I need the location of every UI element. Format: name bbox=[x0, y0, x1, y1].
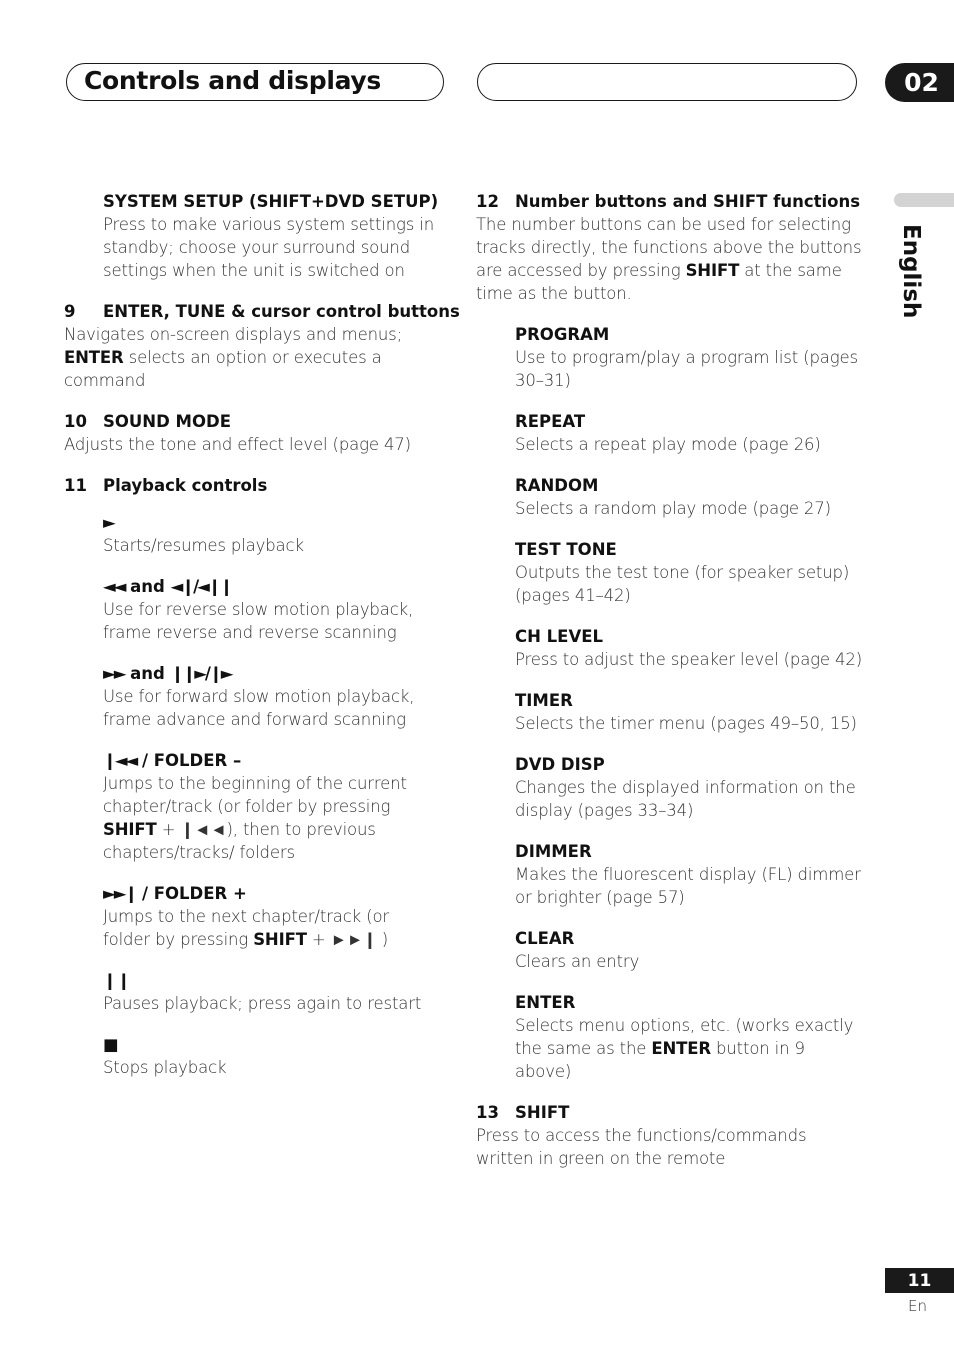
shift-item-enter bbox=[476, 991, 866, 1083]
shift-item-title: ENTER bbox=[515, 993, 576, 1012]
sound-mode-section bbox=[64, 410, 439, 456]
play-icon: ► bbox=[103, 513, 116, 532]
shift-item-title: REPEAT bbox=[515, 412, 586, 431]
shift-item-desc bbox=[515, 1014, 866, 1083]
shift-item-test-tone bbox=[476, 538, 866, 607]
desc-bold: SHIFT bbox=[685, 261, 740, 280]
number-buttons-heading bbox=[476, 190, 866, 213]
prev-control bbox=[64, 749, 439, 864]
desc-text: at the same time as the button. bbox=[476, 261, 842, 303]
reverse-desc: Use for reverse slow motion playback, frame reverse and reverse scanning bbox=[103, 600, 414, 642]
shift-item-title: DVD DISP bbox=[515, 755, 605, 774]
desc-text: Navigates on-screen displays and menus; bbox=[64, 325, 403, 344]
desc-bold: ENTER bbox=[64, 348, 124, 367]
right-column bbox=[476, 190, 866, 1188]
section-number: 11 bbox=[64, 476, 87, 495]
playback-title: Playback controls bbox=[103, 476, 268, 495]
and-text: and bbox=[124, 664, 171, 683]
desc-bold: ENTER bbox=[651, 1039, 711, 1058]
desc-text: Jumps to the next chapter/track (or folder by pressing bbox=[103, 907, 390, 949]
shift-item-dvd-disp bbox=[476, 753, 866, 822]
shift-item-title: CH LEVEL bbox=[515, 627, 604, 646]
shift-item-desc: Selects a random play mode (page 27) bbox=[515, 499, 831, 518]
next-label: / FOLDER + bbox=[136, 884, 247, 903]
number-buttons-desc bbox=[476, 213, 866, 305]
reverse-control bbox=[64, 575, 439, 644]
prev-heading bbox=[103, 749, 439, 772]
desc-text: button in 9 above) bbox=[515, 1039, 805, 1081]
language-label: English bbox=[898, 224, 924, 319]
enter-tune-heading bbox=[64, 300, 460, 323]
section-number: 9 bbox=[64, 302, 76, 321]
next-desc bbox=[103, 905, 439, 951]
system-setup-desc: Press to make various system settings in standby; choose your surround sound settings when the unit is switched on bbox=[103, 215, 435, 280]
sound-mode-title: SOUND MODE bbox=[103, 412, 231, 431]
desc-text: The number buttons can be used for selecting tracks directly, the functions above the buttons are accessed by pressing bbox=[476, 215, 862, 280]
shift-item-title: DIMMER bbox=[515, 842, 592, 861]
desc-text: + ►►❙ ) bbox=[306, 930, 389, 949]
rewind-icon: ◄◄ bbox=[103, 577, 125, 596]
step-forward-icon: ❙❙►/❙► bbox=[170, 664, 232, 683]
shift-item-desc: Selects the timer menu (pages 49–50, 15) bbox=[515, 714, 857, 733]
shift-item-desc: Changes the displayed information on the display (pages 33–34) bbox=[515, 778, 856, 820]
number-buttons-section bbox=[476, 190, 866, 305]
shift-section bbox=[476, 1101, 866, 1170]
shift-item-title: PROGRAM bbox=[515, 325, 610, 344]
shift-item-title: CLEAR bbox=[515, 929, 575, 948]
next-control bbox=[64, 882, 439, 951]
shift-item-desc: Makes the fluorescent display (FL) dimmer or brighter (page 57) bbox=[515, 865, 861, 907]
system-setup-title: SYSTEM SETUP (SHIFT+DVD SETUP) bbox=[103, 192, 439, 211]
shift-title: SHIFT bbox=[515, 1103, 570, 1122]
chapter-number-tab: 02 bbox=[885, 63, 954, 102]
enter-tune-title: ENTER, TUNE & cursor control buttons bbox=[103, 302, 460, 321]
shift-item-desc: Press to adjust the speaker level (page 42) bbox=[515, 650, 863, 669]
section-number: 10 bbox=[64, 412, 87, 431]
shift-item-desc: Clears an entry bbox=[515, 952, 640, 971]
playback-heading bbox=[64, 474, 439, 497]
next-icon: ►►❙ bbox=[103, 884, 137, 903]
system-setup-section bbox=[64, 190, 439, 282]
desc-text: Selects menu options, etc. (works exactly the same as the bbox=[515, 1016, 854, 1058]
forward-control bbox=[64, 662, 439, 731]
prev-label: / FOLDER – bbox=[136, 751, 242, 770]
left-column bbox=[64, 190, 460, 1097]
shift-item-title: TIMER bbox=[515, 691, 573, 710]
stop-desc: Stops playback bbox=[103, 1058, 227, 1077]
forward-heading bbox=[103, 662, 439, 685]
sound-mode-desc: Adjusts the tone and effect level (page 47) bbox=[64, 435, 411, 454]
page-language-code: En bbox=[908, 1297, 927, 1315]
page-title: Controls and displays bbox=[84, 66, 381, 95]
language-tab-bar bbox=[894, 193, 954, 207]
stop-icon: ■ bbox=[103, 1035, 119, 1054]
stop-control bbox=[64, 1033, 439, 1079]
page-number: 11 bbox=[885, 1268, 954, 1293]
step-reverse-icon: ◄❙/◄❙❙ bbox=[170, 577, 232, 596]
previous-icon: ❙◄◄ bbox=[103, 751, 137, 770]
sound-mode-heading bbox=[64, 410, 439, 433]
shift-item-desc: Use to program/play a program list (pages 30–31) bbox=[515, 348, 858, 390]
number-buttons-title: Number buttons and SHIFT functions bbox=[515, 192, 861, 211]
shift-item-timer bbox=[476, 689, 866, 735]
section-number: 12 bbox=[476, 192, 499, 211]
play-desc: Starts/resumes playback bbox=[103, 536, 304, 555]
pause-icon: ❙❙ bbox=[103, 971, 131, 990]
desc-bold: SHIFT bbox=[103, 820, 157, 839]
shift-desc: Press to access the functions/commands written in green on the remote bbox=[476, 1126, 807, 1168]
enter-tune-desc bbox=[64, 323, 439, 392]
next-heading bbox=[103, 882, 439, 905]
prev-desc bbox=[103, 772, 439, 864]
shift-item-random bbox=[476, 474, 866, 520]
enter-tune-section bbox=[64, 300, 460, 392]
header-blank-frame bbox=[477, 63, 857, 101]
playback-section bbox=[64, 474, 439, 1079]
section-number: 13 bbox=[476, 1103, 499, 1122]
shift-item-title: RANDOM bbox=[515, 476, 599, 495]
pause-control bbox=[64, 969, 439, 1015]
reverse-heading bbox=[103, 575, 439, 598]
page-title-frame bbox=[66, 63, 444, 101]
desc-text: selects an option or executes a command bbox=[64, 348, 382, 390]
shift-item-program bbox=[476, 323, 866, 392]
shift-item-desc: Selects a repeat play mode (page 26) bbox=[515, 435, 821, 454]
desc-bold: SHIFT bbox=[253, 930, 307, 949]
and-text: and bbox=[124, 577, 171, 596]
shift-item-clear bbox=[476, 927, 866, 973]
pause-desc: Pauses playback; press again to restart bbox=[103, 994, 422, 1013]
desc-text: + ❙◄◄), then to previous chapters/tracks/ folders bbox=[103, 820, 376, 862]
shift-heading bbox=[476, 1101, 866, 1124]
desc-text: Jumps to the beginning of the current chapter/track (or folder by pressing bbox=[103, 774, 407, 816]
shift-item-ch-level bbox=[476, 625, 866, 671]
fast-forward-icon: ►► bbox=[103, 664, 125, 683]
shift-item-repeat bbox=[476, 410, 866, 456]
shift-item-dimmer bbox=[476, 840, 866, 909]
shift-item-title: TEST TONE bbox=[515, 540, 617, 559]
play-control bbox=[64, 511, 439, 557]
forward-desc: Use for forward slow motion playback, frame advance and forward scanning bbox=[103, 687, 415, 729]
shift-item-desc: Outputs the test tone (for speaker setup) (pages 41–42) bbox=[515, 563, 850, 605]
